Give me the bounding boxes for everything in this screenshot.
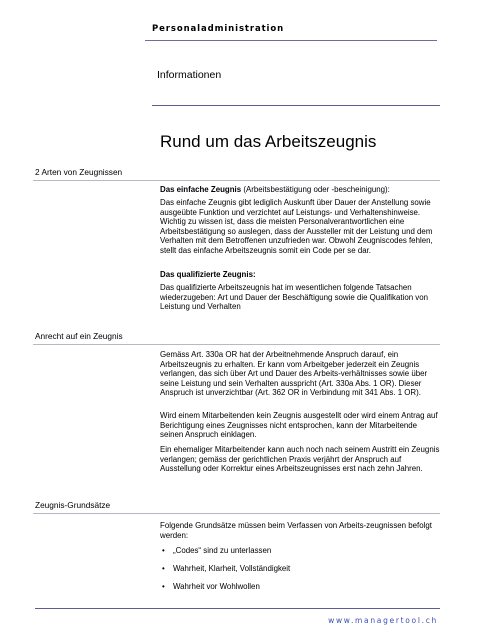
bullet-icon: • bbox=[162, 582, 165, 591]
grundsaetze-list bbox=[160, 546, 290, 600]
heading-bold: Das einfache Zeugnis bbox=[160, 185, 242, 194]
paragraph-verjaehrung: Ein ehemaliger Mitarbeitender kann auch noch nach seinem Austritt ein Zeugnis verlangen; gemäss der gerichtlichen Praxis verjährt der Anspruch auf Ausstellung oder Korrektur eines Arbeitszeugnisses erst nach zehn Jahren. bbox=[160, 445, 440, 474]
list-item bbox=[160, 582, 290, 600]
list-item-text: „Codes“ sind zu unterlassen bbox=[173, 546, 272, 555]
heading-rest: (Arbeitsbestätigung oder -bescheinigung): bbox=[241, 185, 390, 194]
bullet-icon: • bbox=[162, 546, 165, 555]
list-item bbox=[160, 564, 290, 582]
section-label-anrecht: Anrecht auf ein Zeugnis bbox=[35, 331, 123, 341]
paragraph-qualifiziertes-zeugnis: Das qualifizierte Arbeitszeugnis hat im wesentlichen folgende Tatsachen wiederzugeben: Art und Dauer der Beschäftigung sowie die Qualifikation von Leistung und Verhalten bbox=[160, 283, 429, 312]
page-title: Rund um das Arbeitszeugnis bbox=[160, 132, 377, 151]
list-item-text: Wahrheit, Klarheit, Vollständigkeit bbox=[173, 564, 291, 573]
section-divider bbox=[33, 344, 440, 345]
paragraph-grundsaetze-intro: Folgende Grundsätze müssen beim Verfassen von Arbeits-zeugnissen befolgt werden: bbox=[160, 521, 432, 540]
document-header-title: Personaladministration bbox=[152, 24, 285, 34]
paragraph-einfaches-zeugnis: Das einfache Zeugnis gibt lediglich Auskunft über Dauer der Anstellung sowie ausgeübte Funktion und verzichtet auf Leistungs- und Verhaltenshinweise. Wichtig zu wissen ist, dass die meisten Personalverantwortlichen eine Arbeitsbestätigung so auslegen, dass der Aussteller mit der Leistung und dem Verhalten mit dem Betroffenen unzufrieden war. Obwohl Zeugniscodes fehlen, stellt das einfache Arbeitszeugnis somit ein Code per se dar. bbox=[160, 198, 433, 255]
heading-qualifiziertes-zeugnis bbox=[160, 270, 440, 280]
section-label-grundsaetze: Zeugnis-Grundsätze bbox=[35, 500, 111, 510]
paragraph-anspruch: Gemäss Art. 330a OR hat der Arbeitnehmende Anspruch darauf, ein Arbeitszeugnis zu erhalten. Er kann vom Arbeitgeber jederzeit ein Zeugnis verlangen, das sich über Art und Dauer des Arbeits-verhältnisses sowie über seine Leistung und sein Verhalten ausspricht (Art. 330a Abs. 1 OR). Dieser Anspruch ist unverzichtbar (Art. 362 OR in Verbindung mit 341 Abs. 1 OR). bbox=[160, 350, 428, 398]
bullet-icon: • bbox=[162, 564, 165, 573]
footer-divider bbox=[35, 608, 440, 609]
paragraph-einklagen: Wird einem Mitarbeitenden kein Zeugnis ausgestellt oder wird einem Antrag auf Berichtigung eines Zeugnisses nicht entsprochen, kann der Mitarbeitende seinen Anspruch einklagen. bbox=[160, 411, 438, 440]
list-item-text: Wahrheit vor Wohlwollen bbox=[173, 582, 260, 591]
list-item bbox=[160, 546, 290, 564]
subtitle-divider bbox=[152, 105, 440, 106]
heading-bold: Das qualifizierte Zeugnis: bbox=[160, 270, 256, 279]
section-label-arten: 2 Arten von Zeugnissen bbox=[35, 167, 123, 177]
section-divider bbox=[33, 180, 440, 181]
section-subtitle: Informationen bbox=[157, 69, 222, 81]
section-divider bbox=[33, 513, 440, 514]
heading-einfaches-zeugnis bbox=[160, 185, 440, 195]
header-divider bbox=[145, 40, 437, 41]
footer-website-link[interactable]: www.managertool.ch bbox=[328, 616, 438, 625]
